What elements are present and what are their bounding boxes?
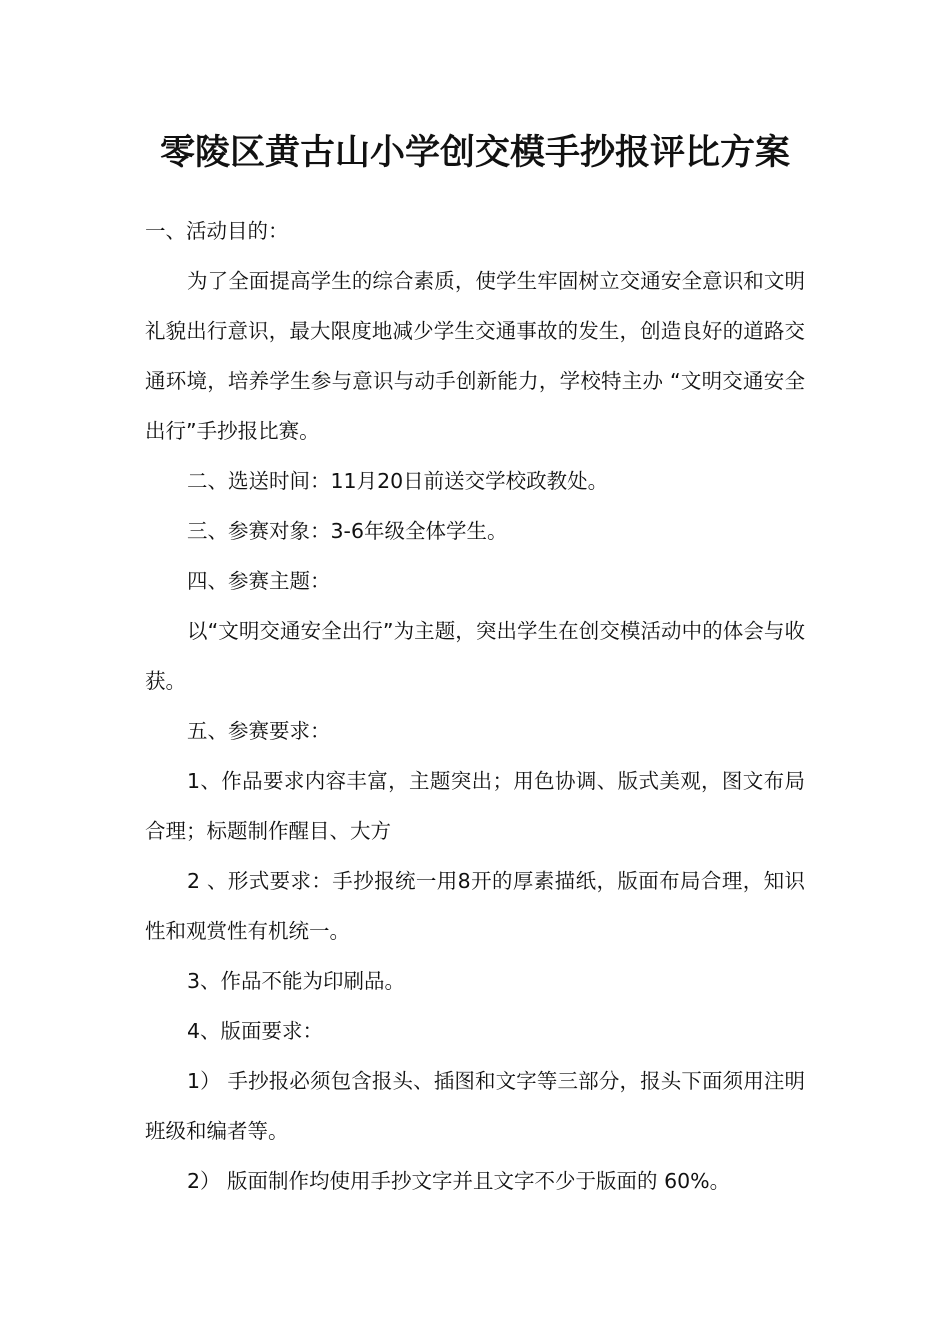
requirement-item-3: 3、作品不能为印刷品。 (187, 969, 406, 993)
layout-subitem-2: 2） 版面制作均使用手抄文字并且文字不少于版面的 60%。 (187, 1169, 731, 1193)
requirement-item-4: 4、版面要求： (187, 1019, 324, 1043)
requirement-item-1: 1、作品要求内容丰富，主题突出；用色协调、版式美观，图文布局合理；标题制作醒目、大方 (145, 769, 805, 843)
requirement-item-2: 2 、形式要求：手抄报统一用8开的厚素描纸，版面布局合理，知识性和观赏性有机统一。 (145, 869, 805, 943)
section-submission-time: 二、选送时间：11月20日前送交学校政教处。 (187, 469, 609, 493)
document-title: 零陵区黄古山小学创交模手抄报评比方案 (159, 132, 790, 173)
section-participants: 三、参赛对象：3-6年级全体学生。 (187, 519, 508, 543)
section-heading-purpose: 一、活动目的： (145, 219, 289, 243)
section-heading-theme: 四、参赛主题： (187, 569, 331, 593)
document-body (145, 206, 805, 1206)
theme-paragraph: 以“文明交通安全出行”为主题，突出学生在创交模活动中的体会与收获。 (145, 619, 805, 693)
layout-subitem-1: 1） 手抄报必须包含报头、插图和文字等三部分，报头下面须用注明班级和编者等。 (145, 1069, 805, 1143)
section-heading-requirements: 五、参赛要求： (187, 719, 331, 743)
purpose-paragraph: 为了全面提高学生的综合素质，使学生牢固树立交通安全意识和文明礼貌出行意识，最大限度地减少学生交通事故的发生，创造良好的道路交通环境，培养学生参与意识与动手创新能力，学校特主办 “文明交通安全出行”手抄报比赛。 (145, 269, 805, 443)
